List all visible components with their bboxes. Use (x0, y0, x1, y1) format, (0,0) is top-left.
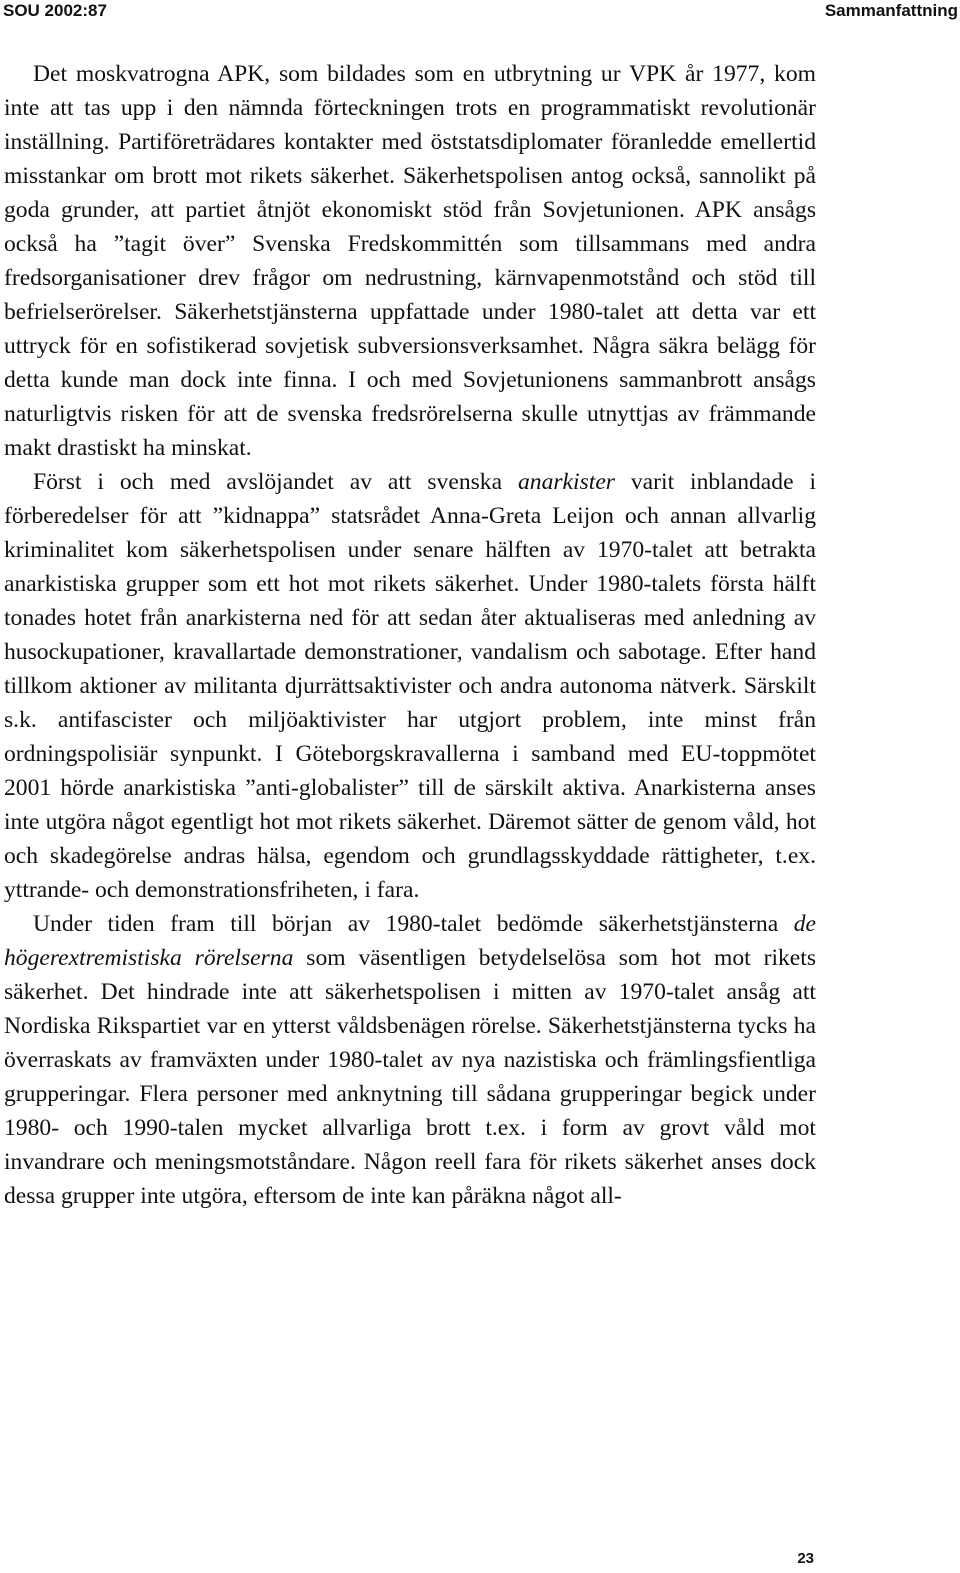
paragraph-anarchists (4, 465, 816, 907)
paragraph-text: varit inblandade i förberedelser för att ”kidnappa” statsrådet Anna-Greta Leijon och annan allvarlig kriminalitet kom säkerhetspolisen under senare hälften av 1970-talet att betrakta anarkistiska grupper som ett hot mot rikets säkerhet. Under 1980-talets första hälft tonades hotet från anarkisterna ned för att sedan åter aktualiseras med anledning av husockupationer, kravallartade demonstrationer, vandalism och sabotage. Efter hand tillkom aktioner av militanta djurrättsaktivister och andra autonoma nätverk. Särskilt s.k. antifascister och miljöaktivister har utgjort problem, inte minst från ordningspolisiär synpunkt. I Göteborgskravallerna i samband med EU-toppmötet 2001 hörde anarkistiska ”anti-globalister” till de särskilt aktiva. Anarkisterna anses inte utgöra något egentligt hot mot rikets säkerhet. Däremot sätter de genom våld, hot och skadegörelse andras hälsa, egendom och grundlagsskyddade rättigheter, t.ex. yttrande- och demonstrationsfriheten, i fara. (4, 469, 816, 903)
paragraph-apk (4, 57, 816, 465)
running-head (0, 0, 958, 24)
body-text (4, 57, 816, 1213)
emphasis-hogerextremistiska: de högerextremistiska rörelserna (4, 911, 816, 971)
paragraph-text: Under tiden fram till början av 1980-talet bedömde säkerhetstjänsterna (33, 911, 794, 937)
page-number: 23 (797, 1550, 814, 1567)
paragraph-text: Det moskvatrogna APK, som bildades som en utbrytning ur VPK år 1977, kom inte att tas upp i den nämnda förteckningen trots en programmatiskt revolutionär inställning. Partiföreträdares kontakter med öststatsdiplomater föranledde emellertid misstankar om brott mot rikets säkerhet. Säkerhetspolisen antog också, sannolikt på goda grunder, att partiet åtnjöt ekonomiskt stöd från Sovjetunionen. APK ansågs också ha ”tagit över” Svenska Fredskommittén som tillsammans med andra fredsorganisationer drev frågor om nedrustning, kärnvapenmotstånd och stöd till befrielserörelser. Säkerhetstjänsterna uppfattade under 1980-talet att detta var ett uttryck för en sofistikerad sovjetisk subversionsverksamhet. Några säkra belägg för detta kunde man dock inte finna. I och med Sovjetunionens sammanbrott ansågs naturligtvis risken för att de svenska fredsrörelserna skulle utnyttjas av främmande makt drastiskt ha minskat. (4, 61, 816, 461)
emphasis-anarkister: anarkister (517, 469, 615, 495)
paragraph-right-extremists (4, 907, 816, 1213)
paragraph-text: Först i och med avslöjandet av att svenska (33, 469, 518, 495)
paragraph-text: som väsentligen betydelselösa som hot mot rikets säkerhet. Det hindrade inte att säkerhetspolisen i mitten av 1970-talet ansåg att Nordiska Rikspartiet var en ytterst våldsbenägen rörelse. Säkerhetstjänsterna tycks ha överraskats av framväxten under 1980-talet av nya nazistiska och främlingsfientliga grupperingar. Flera personer med anknytning till sådana grupperingar begick under 1980- och 1990-talen mycket allvarliga brott t.ex. i form av grovt våld mot invandrare och meningsmotståndare. Någon reell fara för rikets säkerhet anses dock dessa grupper inte utgöra, eftersom de inte kan påräkna något all- (4, 945, 817, 1209)
document-id: SOU 2002:87 (3, 1, 107, 20)
section-title: Sammanfattning (824, 1, 958, 20)
